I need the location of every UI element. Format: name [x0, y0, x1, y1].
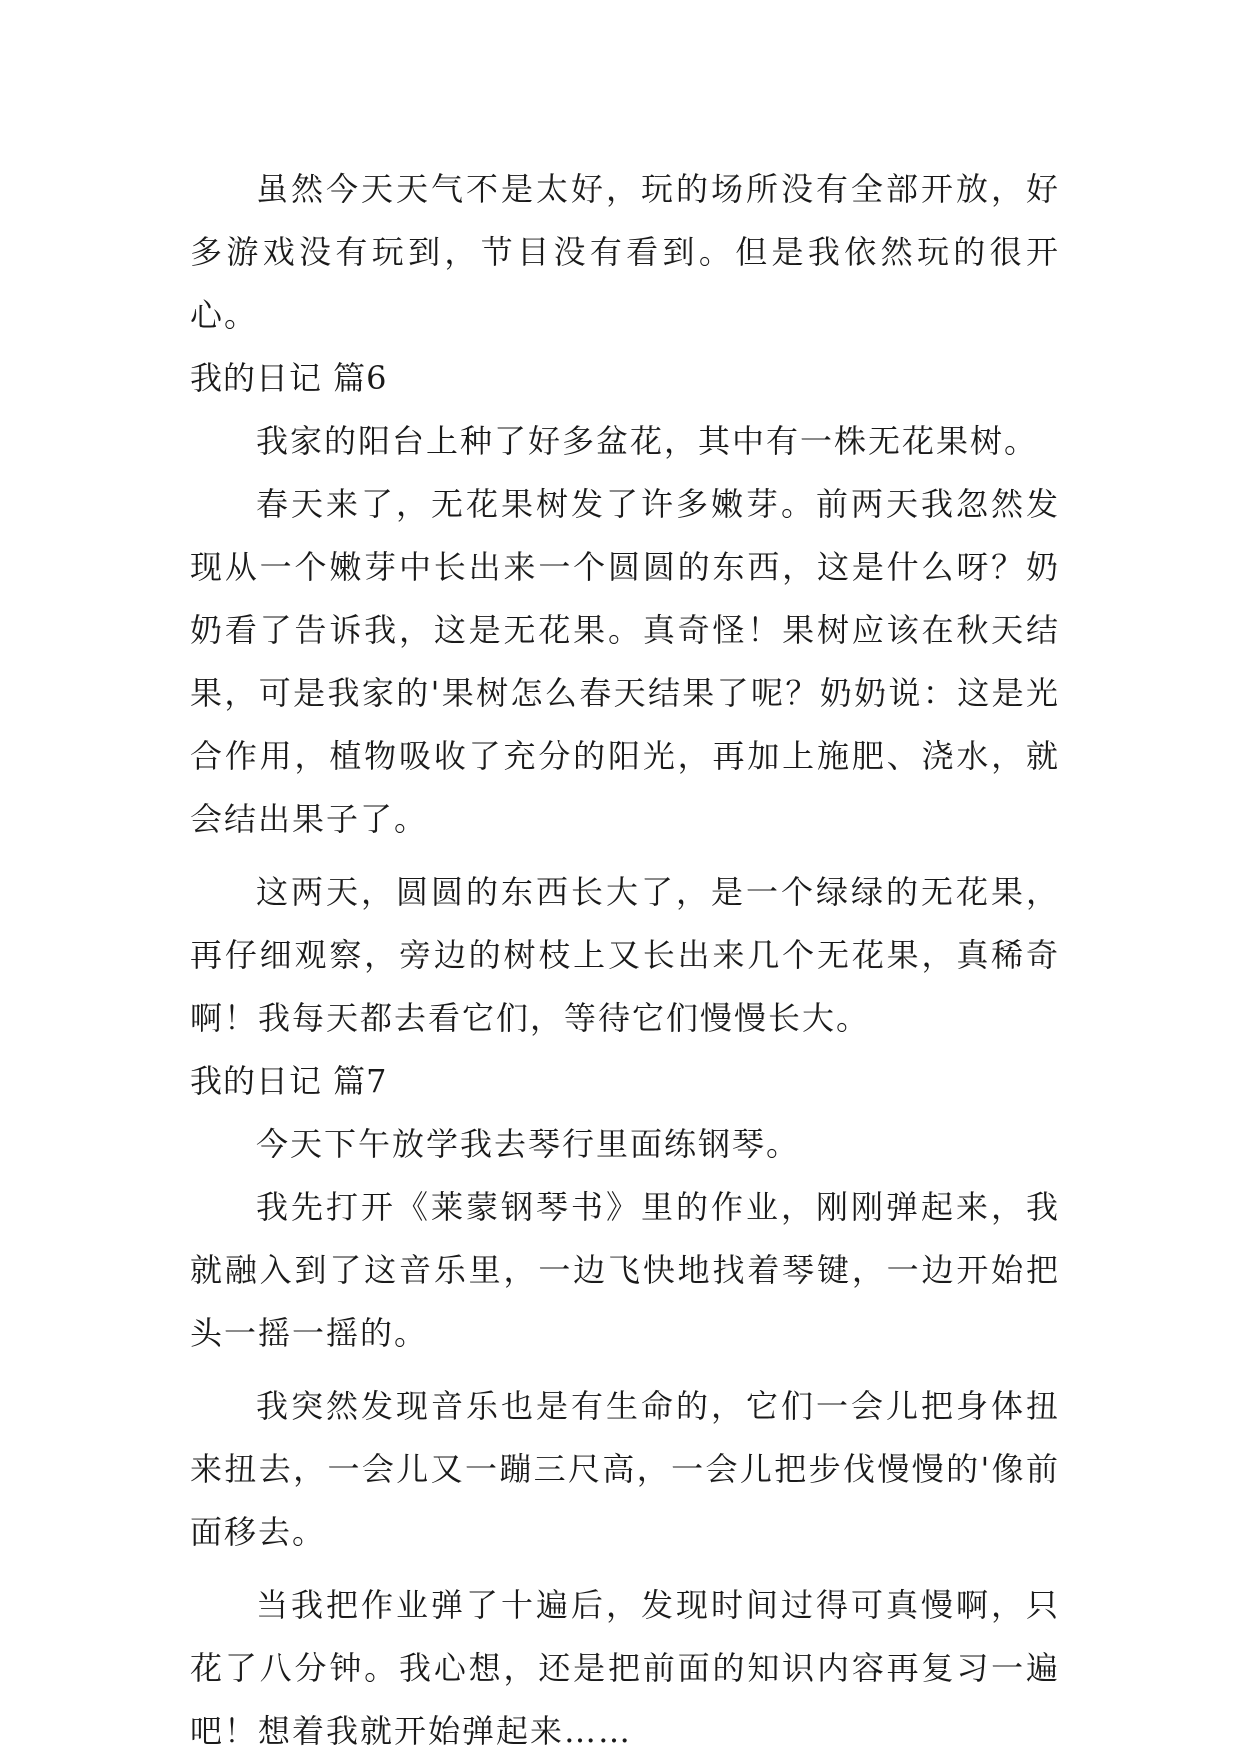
- paragraph: 我家的阳台上种了好多盆花，其中有一株无花果树。: [256, 422, 1039, 460]
- paragraph: 我突然发现音乐也是有生命的，它们一会儿把身体扭来扭去，一会儿又一蹦三尺高，一会儿把步伐慢慢的'像前面移去。: [190, 1387, 1060, 1551]
- paragraph: 虽然今天天气不是太好，玩的场所没有全部开放，好多游戏没有玩到，节目没有看到。但是我依然玩的很开心。: [190, 170, 1060, 334]
- paragraph: 春天来了，无花果树发了许多嫩芽。前两天我忽然发现从一个嫩芽中长出来一个圆圆的东西，这是什么呀？奶奶看了告诉我，这是无花果。真奇怪！果树应该在秋天结果，可是我家的'果树怎么春天结果了呢？奶奶说：这是光合作用，植物吸收了充分的阳光，再加上施肥、浇水，就会结出果子了。: [190, 485, 1060, 838]
- paragraph: 当我把作业弹了十遍后，发现时间过得可真慢啊，只花了八分钟。我心想，还是把前面的知识内容再复习一遍吧！想着我就开始弹起来……: [190, 1586, 1060, 1750]
- diary-heading: 我的日记 篇7: [190, 1062, 388, 1100]
- paragraph: 我先打开《莱蒙钢琴书》里的作业，刚刚弹起来，我就融入到了这音乐里，一边飞快地找着琴键，一边开始把头一摇一摇的。: [190, 1188, 1060, 1352]
- paragraph: 这两天，圆圆的东西长大了，是一个绿绿的无花果，再仔细观察，旁边的树枝上又长出来几个无花果，真稀奇啊！我每天都去看它们，等待它们慢慢长大。: [190, 873, 1060, 1037]
- diary-heading: 我的日记 篇6: [190, 359, 388, 397]
- document-page: [190, 158, 1060, 1763]
- paragraph: 今天下午放学我去琴行里面练钢琴。: [256, 1125, 801, 1163]
